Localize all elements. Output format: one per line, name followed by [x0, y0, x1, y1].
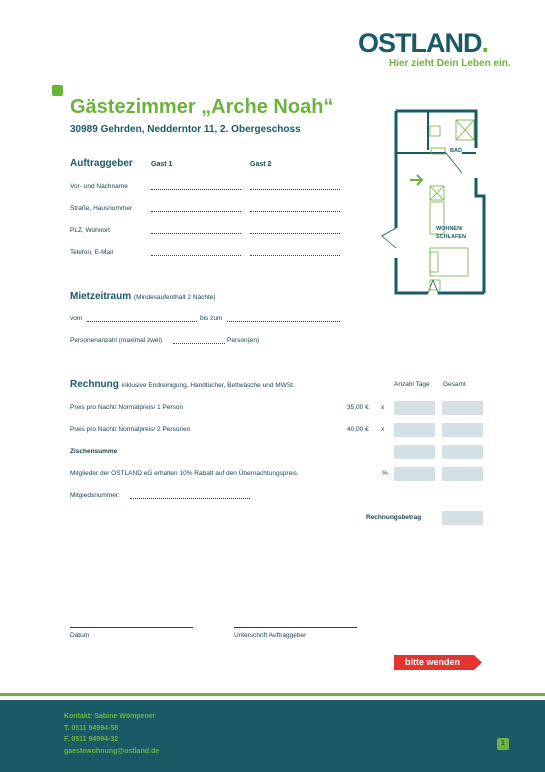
personen-field[interactable] — [173, 343, 225, 344]
floor-plan — [378, 108, 490, 298]
city-label: PLZ, Wohnort — [70, 227, 110, 234]
rechnungsbetrag-cell[interactable] — [442, 511, 483, 525]
gesamt-header: Gesamt — [443, 381, 466, 388]
contact-name: Kontakt: Sabine Wömpener — [64, 713, 156, 720]
personen-label: Personenanzahl (maximal zwei) — [70, 337, 163, 344]
row1-gesamt-cell[interactable] — [442, 401, 483, 415]
accent-square — [52, 85, 63, 96]
ostland-logo: OSTLAND. — [358, 28, 489, 58]
auftraggeber-heading: Auftraggeber — [70, 158, 133, 169]
contact-block — [64, 711, 159, 757]
row2-label: Preis pro Nacht/ Normalpreis/ 2 Personen — [70, 426, 191, 433]
name-label: Vor- und Nachname — [70, 183, 128, 190]
gast2-name-field[interactable] — [250, 189, 340, 190]
gast1-name-field[interactable] — [151, 189, 241, 190]
rechnung-heading: Rechnung inklusive Endreinigung, Handtücher, Bettwäsche und MWSt. — [70, 379, 295, 390]
datum-line[interactable] — [70, 627, 193, 628]
phone-label: Telefon, E-Mail — [70, 249, 113, 256]
tagline: Hier zieht Dein Leben ein. — [389, 58, 511, 69]
bitte-wenden-button[interactable]: bitte wenden — [394, 655, 482, 670]
datum-label: Datum — [70, 632, 90, 639]
contact-fax: F. 0511 94994-32 — [64, 736, 119, 743]
gast1-phone-field[interactable] — [151, 255, 241, 256]
row1-x: x — [381, 404, 385, 411]
row2-price: 40,00 € — [347, 426, 369, 433]
gast2-city-field[interactable] — [250, 233, 340, 234]
mitglied-label: Mitgiedsnummer: — [70, 492, 120, 499]
gast1-street-field[interactable] — [151, 211, 241, 212]
unterschrift-label: Unterschrift Auftraggeber — [234, 632, 307, 639]
rabatt-tage-cell[interactable] — [394, 467, 435, 481]
mitglied-field[interactable] — [130, 498, 250, 499]
gast2-street-field[interactable] — [250, 211, 340, 212]
plan-bad-label: BAD — [450, 148, 462, 154]
gast1-city-field[interactable] — [151, 233, 241, 234]
plan-wohnen-label: WOHNEN/ — [436, 226, 463, 232]
zwischensumme-tage-cell[interactable] — [394, 445, 435, 459]
rabatt-label: Mitglieder der OSTLAND eG erhalten 10% Rabatt auf den Übernachtungspreis. — [70, 470, 299, 477]
mietzeitraum-heading: Mietzeitraum (Mindesaufenthalt 2 Nächte) — [70, 291, 216, 302]
bis-label: bis zum — [200, 315, 223, 322]
rabatt-gesamt-cell[interactable] — [442, 467, 483, 481]
row1-tage-cell[interactable] — [394, 401, 435, 415]
anzahl-tage-header: Anzahl Tage — [394, 381, 430, 388]
row1-label: Preis pro Nacht/ Normalpreis/ 1 Person — [70, 404, 184, 411]
unterschrift-line[interactable] — [234, 627, 357, 628]
bis-field[interactable] — [227, 321, 340, 322]
page-title: Gästezimmer „Arche Noah“ — [70, 96, 334, 118]
row2-tage-cell[interactable] — [394, 423, 435, 437]
gast2-heading: Gast 2 — [250, 161, 272, 168]
vom-label: vom — [70, 315, 83, 322]
personen-suffix: Person(en) — [227, 337, 260, 344]
row1-price: 35,00 € — [347, 404, 369, 411]
vom-field[interactable] — [87, 321, 197, 322]
row2-x: x — [381, 426, 385, 433]
rechnungsbetrag-label: Rechnungsbetrag — [366, 514, 422, 521]
rabatt-percent: % — [382, 470, 388, 477]
row2-gesamt-cell[interactable] — [442, 423, 483, 437]
footer-divider — [0, 693, 545, 696]
street-label: Straße, Hausnummer — [70, 205, 133, 212]
contact-phone: T. 0511 94994-58 — [64, 724, 119, 732]
page-number: 1 — [497, 738, 509, 750]
plan-schlafen-label: SCHLAFEN — [436, 234, 466, 240]
zwischensumme-gesamt-cell[interactable] — [442, 445, 483, 459]
gast2-phone-field[interactable] — [250, 255, 340, 256]
zwischensumme-label: Zischensumme — [70, 448, 118, 455]
address: 30989 Gehrden, Neddernt​or 11, 2. Obergeschoss — [70, 124, 301, 135]
gast1-heading: Gast 1 — [151, 161, 173, 168]
contact-email[interactable]: gaestewohnung@ostland.de — [64, 747, 160, 755]
